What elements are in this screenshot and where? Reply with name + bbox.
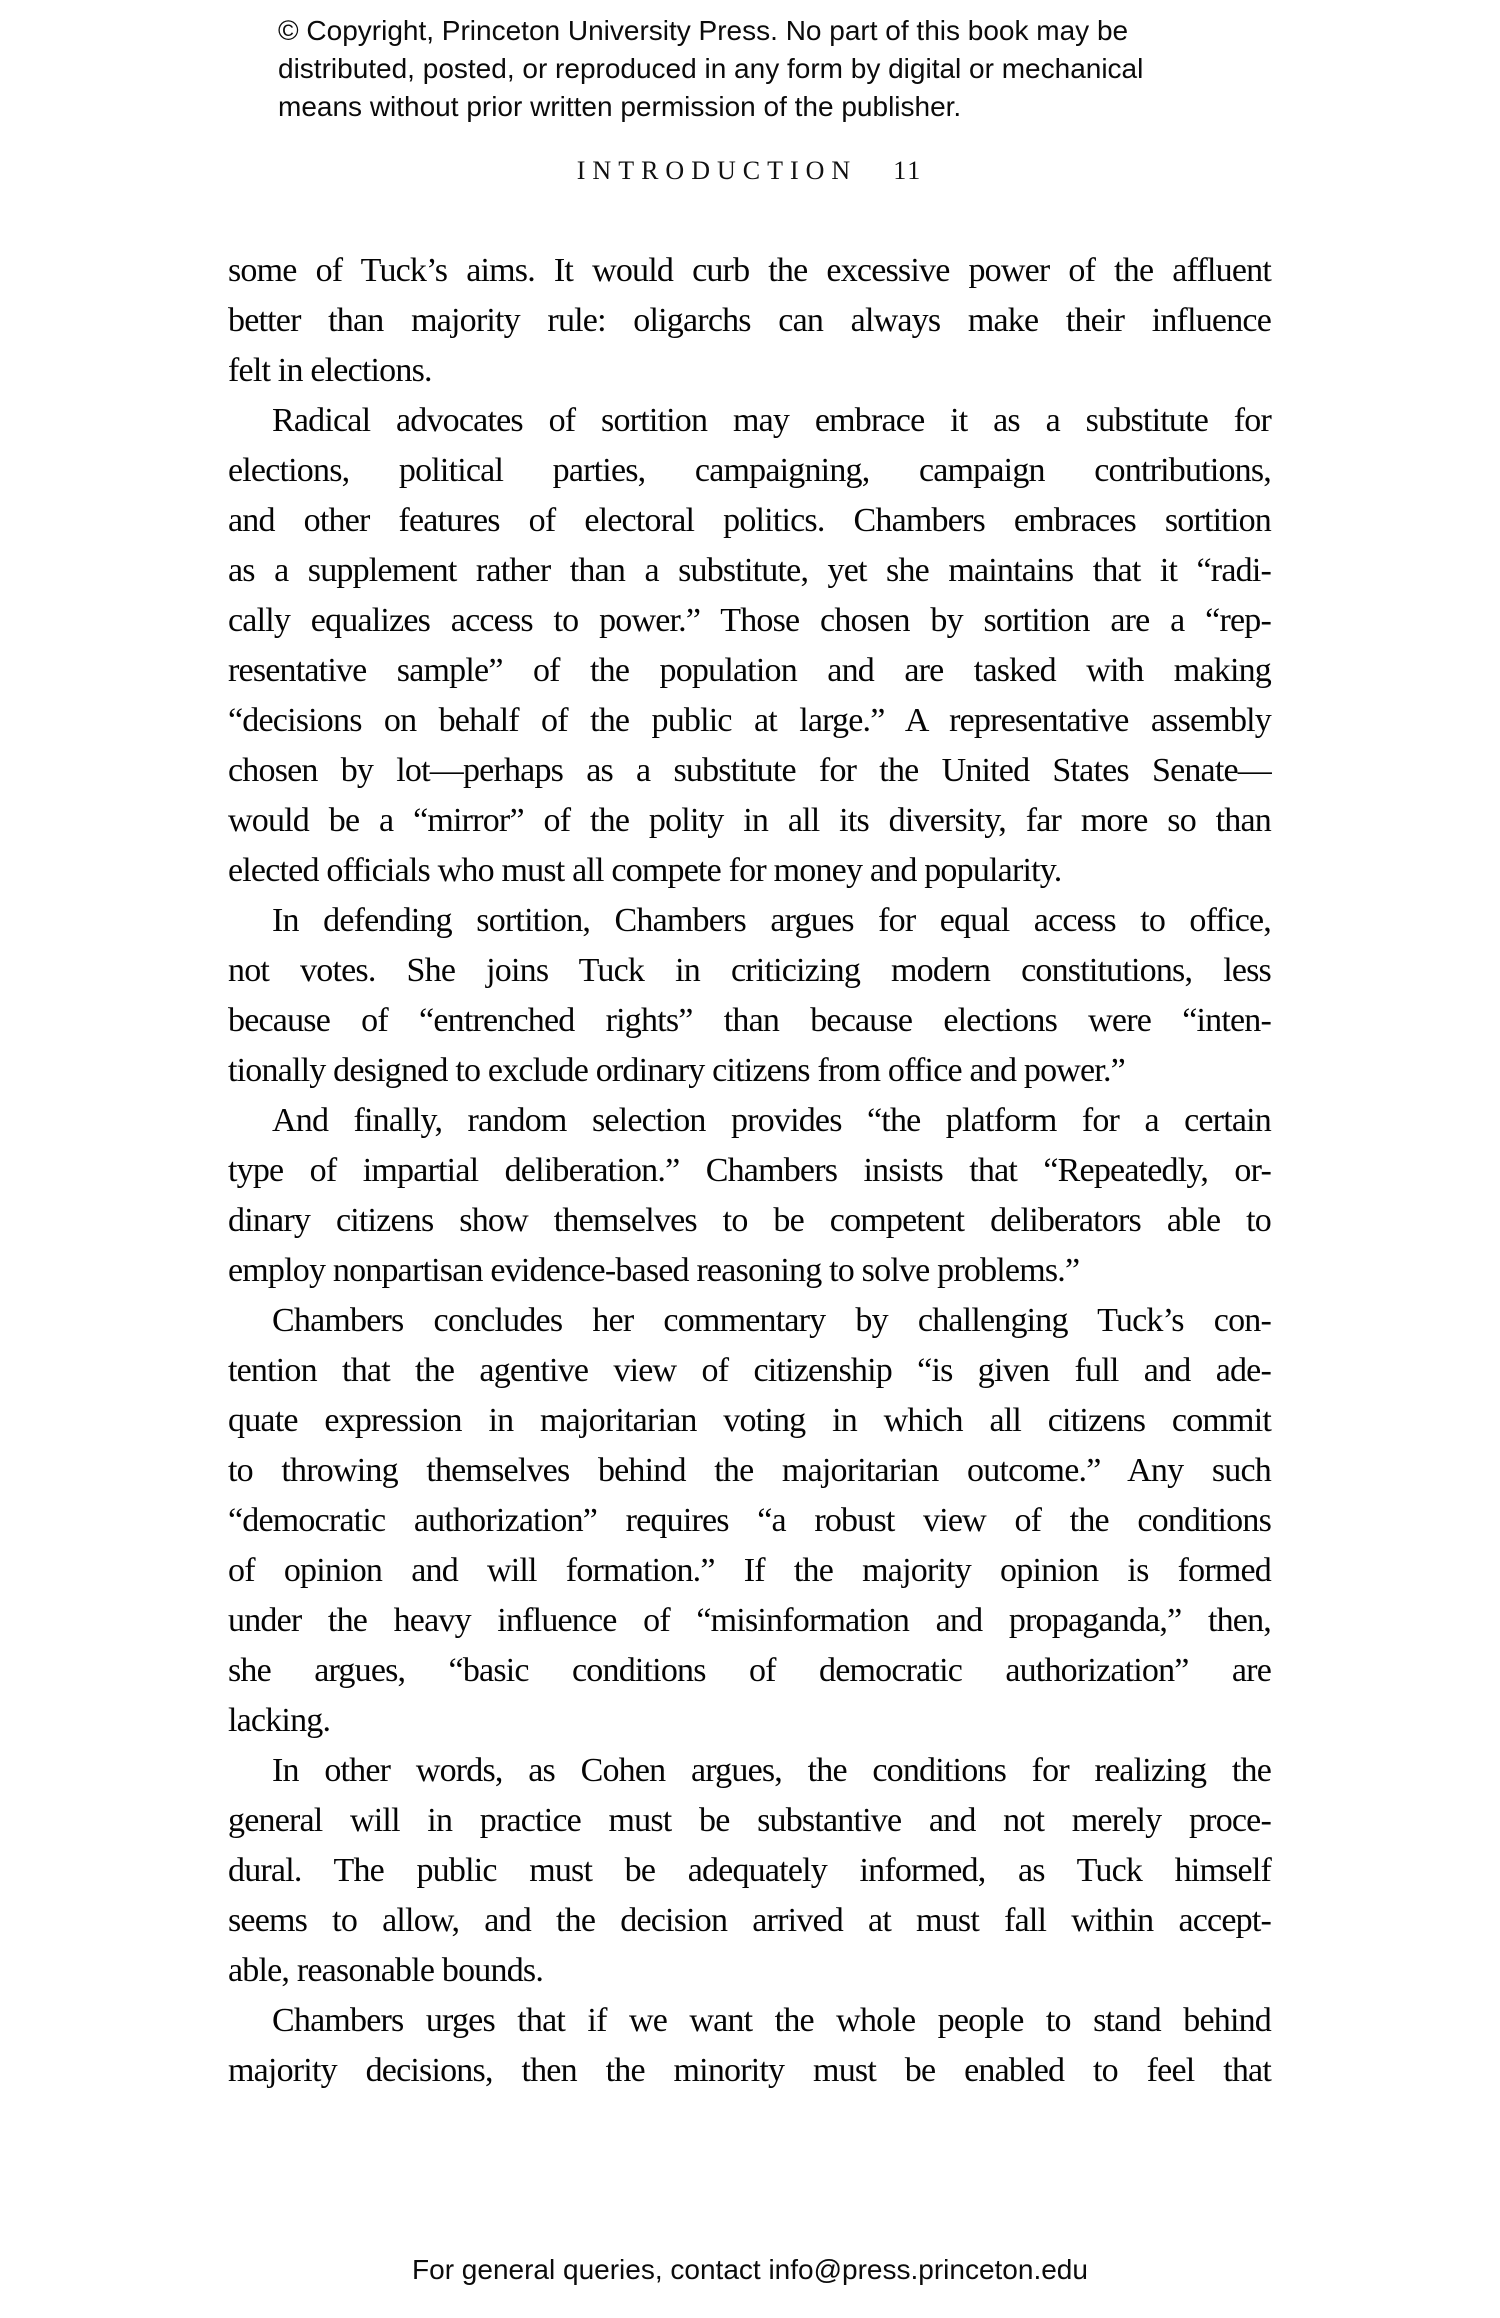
text-line: as a supplement rather than a substitute, yet she maintains that it “radi- <box>228 552 1271 589</box>
text-line: cally equalizes access to power.” Those chosen by sortition are a “rep- <box>228 602 1271 639</box>
text-line: under the heavy influence of “misinformation and propaganda,” then, <box>228 1602 1271 1639</box>
running-header <box>228 156 1271 186</box>
text-line: she argues, “basic conditions of democratic authorization” are <box>228 1652 1271 1689</box>
text-line: tention that the agentive view of citizenship “is given full and ade- <box>228 1352 1271 1389</box>
text-line: and other features of electoral politics. Chambers embraces sortition <box>228 502 1271 539</box>
text-line: would be a “mirror” of the polity in all its diversity, far more so than <box>228 802 1271 839</box>
copyright-line: © Copyright, Princeton University Press. No part of this book may be <box>278 15 1129 46</box>
text-line: because of “entrenched rights” than because elections were “inten- <box>228 1002 1271 1039</box>
text-line: dural. The public must be adequately informed, as Tuck himself <box>228 1852 1271 1889</box>
text-line: And finally, random selection provides “the platform for a certain <box>272 1102 1271 1139</box>
text-line: “decisions on behalf of the public at large.” A representative assembly <box>228 702 1271 739</box>
text-line: able, reasonable bounds. <box>228 1952 544 1989</box>
text-line: Radical advocates of sortition may embrace it as a substitute for <box>272 402 1271 439</box>
footer-contact <box>0 2254 1500 2286</box>
text-line: majority decisions, then the minority must be enabled to feel that <box>228 2052 1271 2089</box>
text-line: resentative sample” of the population and are tasked with making <box>228 652 1271 689</box>
chapter-title: INTRODUCTION <box>576 156 858 185</box>
text-line: better than majority rule: oligarchs can always make their influence <box>228 302 1271 339</box>
text-line: lacking. <box>228 1702 331 1739</box>
text-line: not votes. She joins Tuck in criticizing modern constitutions, less <box>228 952 1271 989</box>
body-text <box>228 246 1271 2096</box>
text-line: to throwing themselves behind the majoritarian outcome.” Any such <box>228 1452 1271 1489</box>
text-line: Chambers urges that if we want the whole people to stand behind <box>272 2002 1271 2039</box>
copyright-line: means without prior written permission of the publisher. <box>278 91 962 122</box>
text-line: “democratic authorization” requires “a robust view of the conditions <box>228 1502 1271 1539</box>
text-line: employ nonpartisan evidence-based reasoning to solve problems.” <box>228 1252 1080 1289</box>
text-line: In other words, as Cohen argues, the conditions for realizing the <box>272 1752 1271 1789</box>
text-line: elections, political parties, campaigning, campaign contributions, <box>228 452 1271 489</box>
footer-contact-text: For general queries, contact info@press.princeton.edu <box>412 2254 1088 2285</box>
text-line: quate expression in majoritarian voting in which all citizens commit <box>228 1402 1271 1439</box>
page-number: 11 <box>893 156 923 185</box>
copyright-line: distributed, posted, or reproduced in any form by digital or mechanical <box>278 53 1144 84</box>
copyright-notice <box>278 12 1143 126</box>
text-line: tionally designed to exclude ordinary citizens from office and power.” <box>228 1052 1125 1089</box>
text-line: type of impartial deliberation.” Chambers insists that “Repeatedly, or- <box>228 1152 1271 1189</box>
text-line: elected officials who must all compete for money and popularity. <box>228 852 1062 889</box>
text-line: of opinion and will formation.” If the majority opinion is formed <box>228 1552 1271 1589</box>
text-line: Chambers concludes her commentary by challenging Tuck’s con- <box>272 1302 1271 1339</box>
text-line: general will in practice must be substantive and not merely proce- <box>228 1802 1271 1839</box>
text-line: chosen by lot—perhaps as a substitute for the United States Senate— <box>228 752 1271 789</box>
text-line: seems to allow, and the decision arrived at must fall within accept- <box>228 1902 1271 1939</box>
text-line: In defending sortition, Chambers argues for equal access to office, <box>272 902 1271 939</box>
text-line: some of Tuck’s aims. It would curb the excessive power of the affluent <box>228 252 1271 289</box>
text-line: felt in elections. <box>228 352 432 389</box>
text-line: dinary citizens show themselves to be competent deliberators able to <box>228 1202 1271 1239</box>
